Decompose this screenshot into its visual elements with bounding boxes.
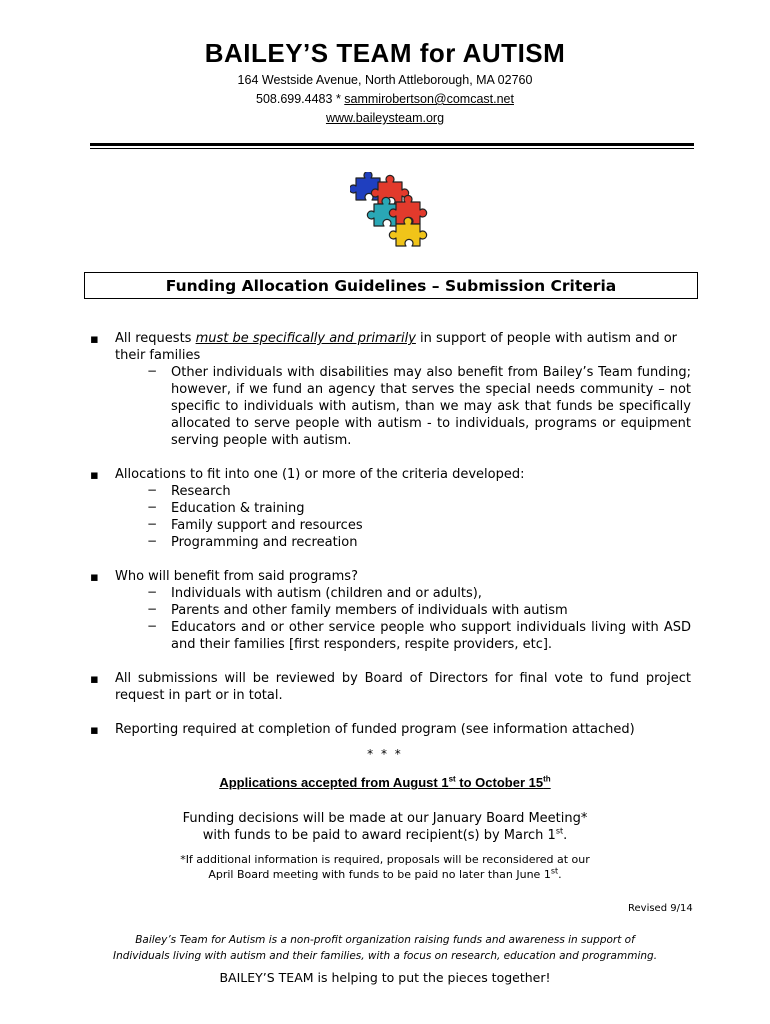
section-heading: Funding Allocation Guidelines – Submission Criteria <box>84 272 698 299</box>
org-contact <box>0 92 770 106</box>
header-divider-thin <box>90 148 694 149</box>
dash-marker: − <box>147 517 158 531</box>
ordinal-suffix: st <box>550 866 559 876</box>
note-line-2 <box>0 867 770 882</box>
decision-text: with funds to be paid to award recipient(s) by March 1 <box>202 828 556 843</box>
dash-marker: − <box>147 500 158 514</box>
revision-date: Revised 9/14 <box>628 903 693 914</box>
bullet-marker: ▪ <box>90 672 99 687</box>
bullet-text: in support of people with autism and or their families <box>115 331 678 363</box>
puzzle-pieces-logo <box>350 172 432 250</box>
bullet-emphasis: must be specifically and primarily <box>195 331 416 346</box>
decision-line-2 <box>0 827 770 844</box>
org-website <box>0 111 770 125</box>
applications-prefix: Applications accepted from August 1 <box>219 775 449 790</box>
mission-statement <box>0 932 770 964</box>
ordinal-suffix: st <box>448 774 456 784</box>
org-email-link[interactable]: sammirobertson@comcast.net <box>344 92 514 106</box>
bullet-marker: ▪ <box>90 570 99 585</box>
sub-item: Research <box>171 484 231 499</box>
applications-text <box>219 775 550 790</box>
separator: * * * <box>367 747 403 761</box>
bullet-beneficiaries: Who will benefit from said programs? <box>115 569 358 584</box>
org-title: BAILEY’S TEAM for AUTISM <box>204 38 566 68</box>
tagline: BAILEY’S TEAM is helping to put the pieces together! <box>219 970 551 985</box>
org-phone: 508.699.4483 * <box>256 92 345 106</box>
bullet-marker: ▪ <box>90 332 99 347</box>
dash-marker: − <box>147 602 158 616</box>
sub-item: Programming and recreation <box>171 535 358 550</box>
ordinal-suffix: st <box>555 826 564 836</box>
sub-item: Parents and other family members of individuals with autism <box>171 603 568 618</box>
sub-item: Individuals with autism (children and or adults), <box>171 586 482 601</box>
sub-item: Family support and resources <box>171 518 363 533</box>
bullet-text: All requests <box>115 331 196 346</box>
note-text: April Board meeting with funds to be paid no later than June 1 <box>208 868 551 881</box>
org-website-link[interactable]: www.baileysteam.org <box>325 111 445 125</box>
dash-marker: − <box>147 585 158 599</box>
bullet-requests <box>115 330 691 364</box>
applications-middle: to October 15 <box>455 775 544 790</box>
note-text: . <box>558 868 562 881</box>
mission-line-1: Bailey’s Team for Autism is a non-profit organization raising funds and awareness in support of <box>135 934 635 946</box>
sub-item: Education & training <box>171 501 305 516</box>
applications-window <box>0 775 770 790</box>
puzzle-pieces-icon <box>350 172 432 250</box>
header-divider-thick <box>90 143 694 146</box>
decision-text: . <box>563 828 568 843</box>
decision-line-1: Funding decisions will be made at our January Board Meeting* <box>182 811 588 826</box>
mission-line-2: Individuals living with autism and their families, with a focus on research, education and programming. <box>112 950 658 962</box>
dash-marker: − <box>147 483 158 497</box>
dash-marker: − <box>147 534 158 548</box>
dash-marker: − <box>147 364 158 378</box>
bullet-review: All submissions will be reviewed by Board of Directors for final vote to fund project request in part or in total. <box>115 671 691 703</box>
bullet-marker: ▪ <box>90 468 99 483</box>
sub-item: Other individuals with disabilities may also benefit from Bailey’s Team funding; however, if we fund an agency that serves the special needs community – not specific to individuals with autism, than we may ask that funds be specifically allocated to serve people with autism - to individuals, programs or equipment serving people with autism. <box>171 365 691 448</box>
bullet-allocations: Allocations to fit into one (1) or more of the criteria developed: <box>115 467 525 482</box>
ordinal-suffix: th <box>543 774 551 784</box>
dash-marker: − <box>147 619 158 633</box>
bullet-marker: ▪ <box>90 723 99 738</box>
org-address: 164 Westside Avenue, North Attleborough, MA 02760 <box>237 73 533 87</box>
sub-item: Educators and or other service people who support individuals living with ASD and their families [first responders, respite providers, etc]. <box>171 620 691 652</box>
note-line-1: *If additional information is required, proposals will be reconsidered at our <box>180 853 590 866</box>
bullet-reporting: Reporting required at completion of funded program (see information attached) <box>115 722 635 737</box>
